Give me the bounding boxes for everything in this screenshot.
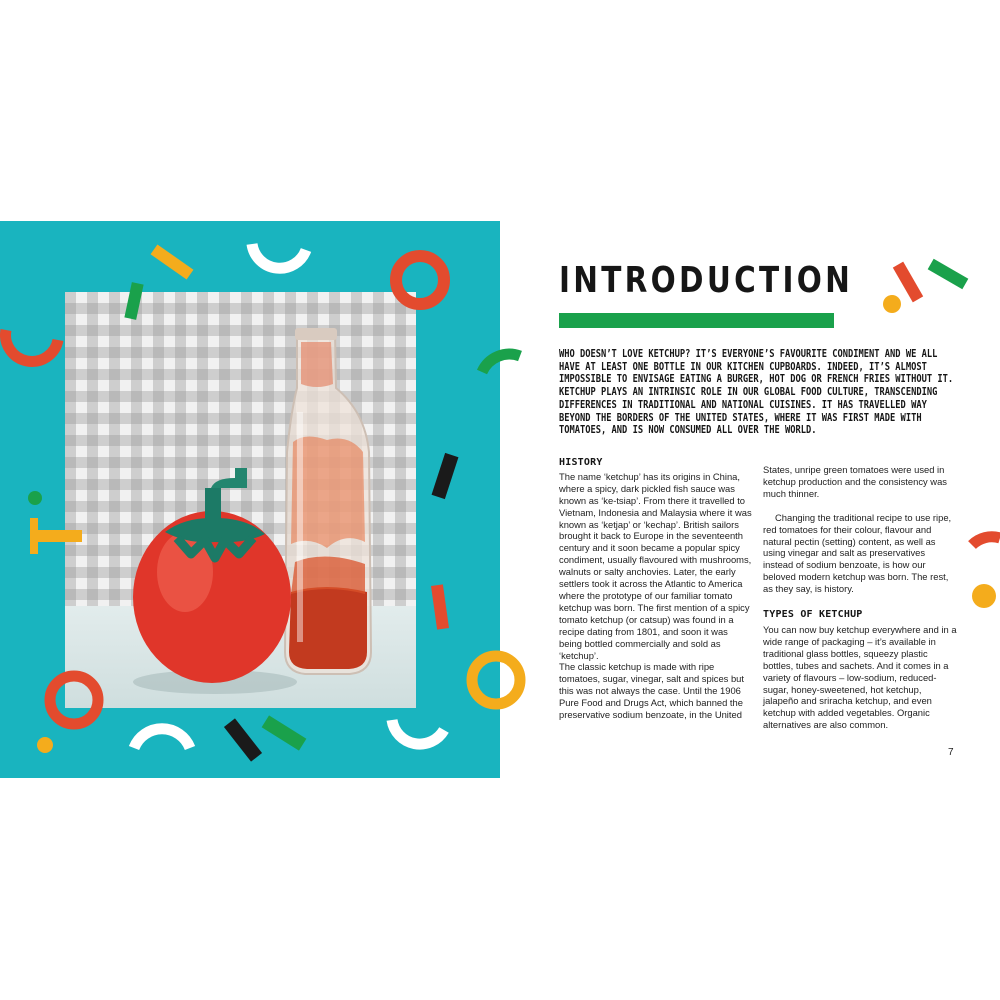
green-bar-icon xyxy=(928,259,969,289)
types-paragraph: You can now buy ketchup everywhere and in a wide range of packaging – it’s available in traditional glass bottles, squeezy plastic bottles, tubes and sachets. And it comes in a variety of flavours – low-sodium, reduced-sugar, honey-sweetened, hot ketchup, jalapeño and sriracha ketchup, and even ketchup with added vegetables. Organic alternatives are also common. xyxy=(763,623,957,731)
yellow-dot-icon xyxy=(883,295,901,313)
text-column-right xyxy=(763,464,957,731)
history-paragraph-2: The classic ketchup is made with ripe tomatoes, sugar, vinegar, salt and spices but this was not always the case. Until the 1906 Pure Food and Drugs Act, which banned the preservative sodium benzoate, in the United xyxy=(559,661,745,721)
glass-bottle-icon xyxy=(285,328,371,674)
history-heading: HISTORY xyxy=(559,457,603,468)
history-paragraph-3: States, unripe green tomatoes were used in ketchup production and the consistency was much thinner. xyxy=(763,464,947,499)
page-title: INTRODUCTION xyxy=(559,260,854,301)
turquoise-panel xyxy=(0,221,500,778)
types-heading: TYPES OF KETCHUP xyxy=(763,609,863,621)
ketchup-photo-illustration xyxy=(65,292,416,708)
red-bar-icon xyxy=(893,262,923,303)
yellow-dot-icon xyxy=(972,584,996,608)
intro-paragraph: WHO DOESN’T LOVE KETCHUP? IT’S EVERYONE’S FAVOURITE CONDIMENT AND WE ALL HAVE AT LEAST ONE BOTTLE IN OUR KITCHEN CUPBOARDS. INDEED, IT’S ALMOST IMPOSSIBLE TO ENVISAGE EATING A BURGER, HOT DOG OR FRENCH FRIES WITHOUT IT. KETCHUP PLAYS AN INTRINSIC ROLE IN OUR GLOBAL FOOD CULTURE, TRANSCENDING DIFFERENCES IN TRADITIONAL AND NATIONAL CUISINES. IT HAS TRAVELLED WAY BEYOND THE BORDERS OF THE UNITED STATES, WHERE IT WAS FIRST MADE WITH TOMATOES, AND IS NOW CONSUMED ALL OVER THE WORLD. xyxy=(559,348,954,437)
history-paragraph-1: The name ‘ketchup’ has its origins in China, where a spicy, dark pickled fish sauce was known as ‘ke-tsiap’. From there it travelled to Vietnam, Indonesia and Malaysia where it was known as ‘ketjap’ or ‘kechap’. British sailors brought it back to Europe in the seventeenth century and it soon became a popular spicy condiment, usually flavoured with mushrooms, walnuts or salty anchovies. Later, the early settlers took it across the Atlantic to America where the prototype of our familiar tomato ketchup was born. The first mention of a spicy tomato ketchup (or catsup) was found in a recipe dating from 1801, and soon it was being bottled commercially and sold as ‘ketchup’. xyxy=(559,470,752,661)
ketchup-photo xyxy=(65,292,416,708)
history-paragraph-4: Changing the traditional recipe to use ripe, red tomatoes for their colour, flavour and natural pectin (setting) content, as well as using vinegar and salt as preservatives instead of sodium benzoate, is how our beloved modern ketchup was born. The rest, as they say, is history. xyxy=(763,511,952,595)
page-number: 7 xyxy=(948,747,954,758)
red-arc-icon xyxy=(972,537,1000,545)
tomato-dispenser-icon xyxy=(133,468,297,694)
text-column-left xyxy=(559,457,753,721)
title-underline xyxy=(559,313,834,328)
